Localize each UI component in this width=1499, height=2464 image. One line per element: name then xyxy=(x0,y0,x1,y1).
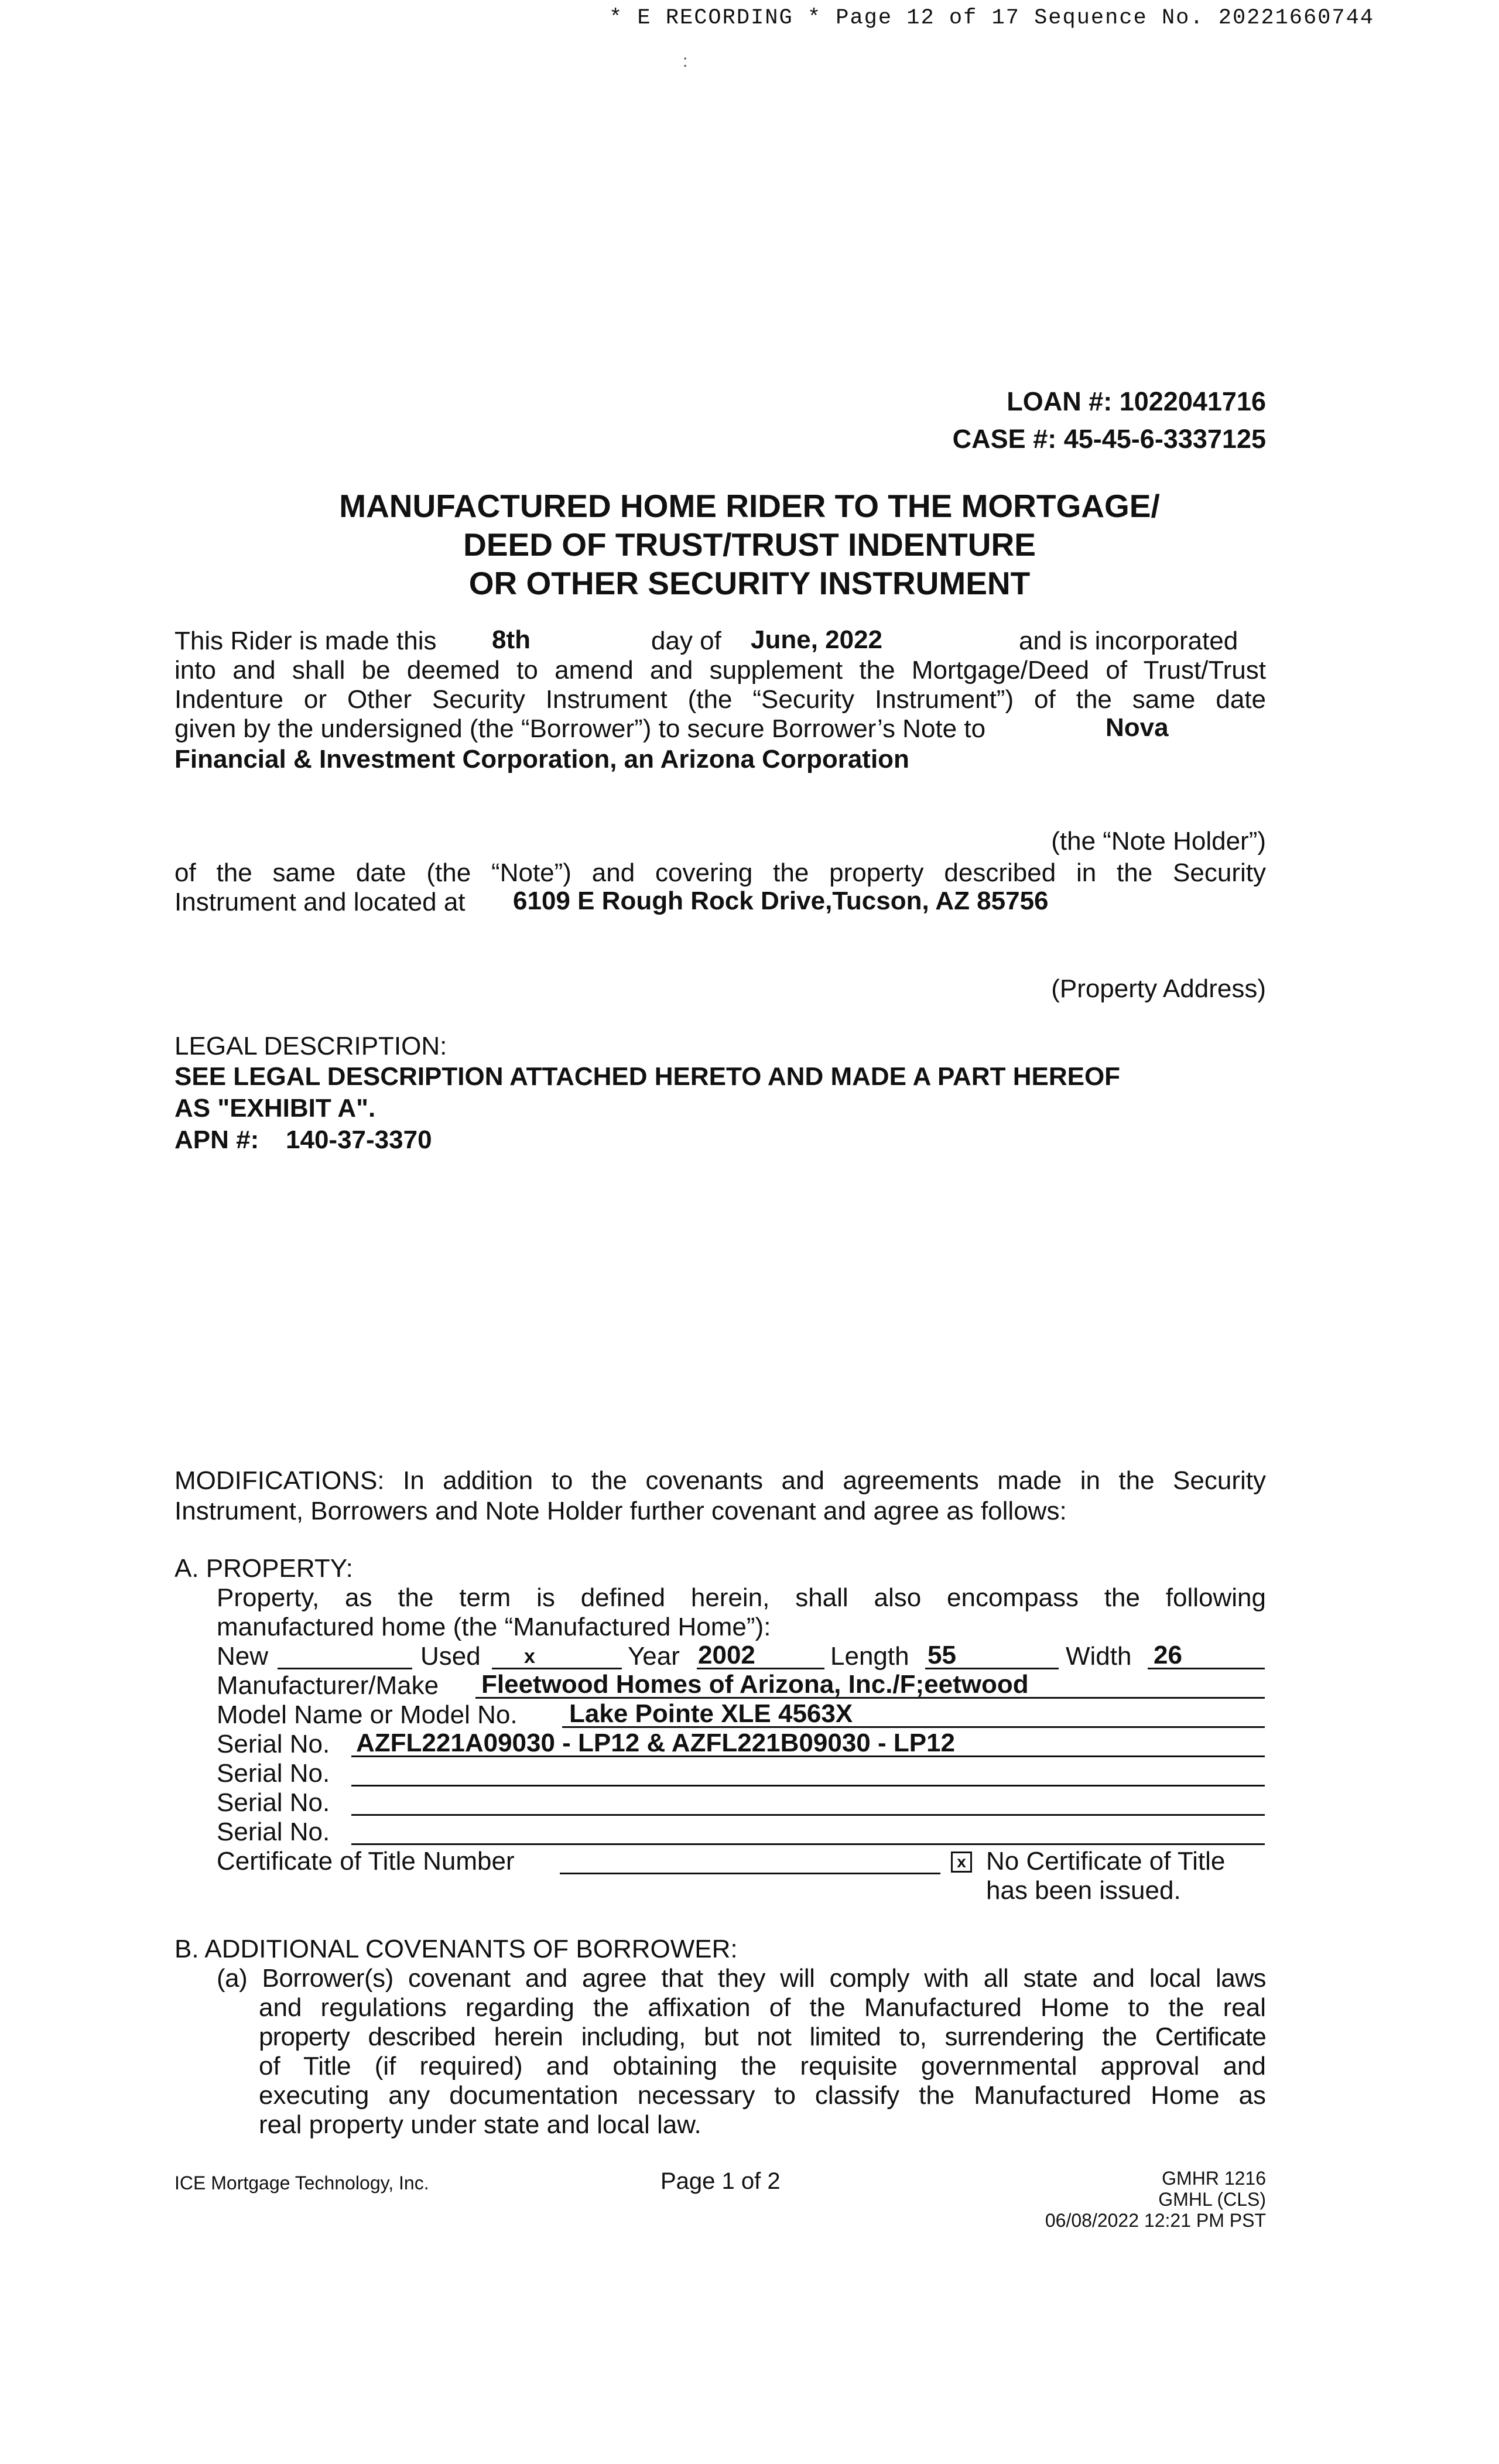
model-label: Model Name or Model No. xyxy=(217,1700,518,1729)
manufacturer-value: Fleetwood Homes of Arizona, Inc./F;eetwood xyxy=(481,1670,1029,1699)
intro-line-7: Instrument and located at xyxy=(174,888,466,916)
note-holder-label: (the “Note Holder”) xyxy=(1051,827,1266,855)
no-certificate-label-1: No Certificate of Title xyxy=(986,1847,1226,1876)
modifications-line-2: Instrument, Borrowers and Note Holder further covenant and agree as follows: xyxy=(174,1497,1067,1525)
intro-incorporated: and is incorporated xyxy=(1019,627,1238,655)
intro-line-2: into and shall be deemed to amend and supplement the Mortgage/Deed of Trust/Trust xyxy=(174,656,1266,685)
intro-line-4: given by the undersigned (the “Borrower”) to secure Borrower’s Note to xyxy=(174,714,986,743)
rider-day: 8th xyxy=(492,625,531,654)
manufacturer-label: Manufacturer/Make xyxy=(217,1671,439,1700)
section-b-a-line-4: of Title (if required) and obtaining the requisite governmental approval and xyxy=(259,2052,1266,2080)
recording-header: * E RECORDING * Page 12 of 17 Sequence No. 20221660744 xyxy=(609,6,1374,30)
legal-description-line-1: SEE LEGAL DESCRIPTION ATTACHED HERETO AND MADE A PART HEREOF xyxy=(174,1062,1121,1091)
lender-name-part2: Financial & Investment Corporation, an Arizona Corporation xyxy=(174,745,909,774)
footer-company: ICE Mortgage Technology, Inc. xyxy=(174,2172,429,2193)
serial-line-2 xyxy=(351,1785,1265,1787)
title-line-2: DEED OF TRUST/TRUST INDENTURE xyxy=(463,526,1036,563)
apn-number: 140-37-3370 xyxy=(286,1125,432,1154)
certificate-line xyxy=(560,1873,940,1874)
serial-label-1: Serial No. xyxy=(217,1730,330,1758)
intro-day-of: day of xyxy=(651,627,721,655)
intro-line-3: Indenture or Other Security Instrument (the “Security Instrument”) of the same date xyxy=(174,685,1266,714)
section-a-para-line-1: Property, as the term is defined herein, shall also encompass the following xyxy=(217,1583,1266,1612)
intro-line-6: of the same date (the “Note”) and covering the property described in the Security xyxy=(174,858,1266,887)
serial-label-4: Serial No. xyxy=(217,1818,330,1846)
serial-line-4 xyxy=(351,1843,1265,1845)
no-certificate-checkbox[interactable]: x xyxy=(951,1852,972,1873)
model-value: Lake Pointe XLE 4563X xyxy=(569,1699,853,1728)
used-blank xyxy=(492,1668,622,1669)
length-label: Length xyxy=(830,1642,909,1671)
width-label: Width xyxy=(1066,1642,1132,1671)
used-mark: x xyxy=(524,1645,535,1668)
width-value: 26 xyxy=(1154,1641,1182,1669)
serial-label-2: Serial No. xyxy=(217,1759,330,1788)
property-address: 6109 E Rough Rock Drive,Tucson, AZ 85756 xyxy=(513,887,1049,915)
used-label: Used xyxy=(420,1642,481,1671)
section-b-a-line-2: and regulations regarding the affixation of the Manufactured Home to the real xyxy=(259,1993,1266,2022)
year-value: 2002 xyxy=(698,1641,755,1669)
apn-label: APN #: xyxy=(174,1125,259,1154)
certificate-label: Certificate of Title Number xyxy=(217,1847,515,1876)
section-b-a-line-3: property described herein including, but not limited to, surrendering the Certificate xyxy=(259,2022,1266,2051)
footer-form-1: GMHR 1216 xyxy=(1162,2168,1266,2189)
loan-number: LOAN #: 1022041716 xyxy=(1007,386,1266,416)
property-address-label: (Property Address) xyxy=(1051,974,1266,1003)
legal-description-label: LEGAL DESCRIPTION: xyxy=(174,1032,447,1060)
no-certificate-label-2: has been issued. xyxy=(986,1876,1181,1905)
footer-page: Page 1 of 2 xyxy=(660,2168,781,2194)
section-b-a-line-5: executing any documentation necessary to classify the Manufactured Home as xyxy=(259,2081,1266,2110)
serial-value-1: AZFL221A09030 - LP12 & AZFL221B09030 - LP12 xyxy=(356,1729,956,1757)
section-a-para-line-2: manufactured home (the “Manufactured Home”): xyxy=(217,1613,771,1641)
year-label: Year xyxy=(628,1642,680,1671)
lender-name-part1: Nova xyxy=(1106,713,1169,742)
intro-made-this: This Rider is made this xyxy=(174,627,437,655)
new-blank xyxy=(278,1668,412,1669)
title-line-3: OR OTHER SECURITY INSTRUMENT xyxy=(468,565,1031,601)
scan-mark: : xyxy=(683,52,688,71)
legal-description-line-2: AS "EXHIBIT A". xyxy=(174,1094,376,1123)
title-line-1: MANUFACTURED HOME RIDER TO THE MORTGAGE/ xyxy=(339,488,1160,524)
section-a-heading: A. PROPERTY: xyxy=(174,1554,353,1583)
serial-label-3: Serial No. xyxy=(217,1788,330,1817)
footer-datetime: 06/08/2022 12:21 PM PST xyxy=(1045,2210,1266,2231)
section-b-a-line-6: real property under state and local law. xyxy=(259,2110,701,2139)
case-number: CASE #: 45-45-6-3337125 xyxy=(952,424,1266,454)
modifications-line-1: MODIFICATIONS: In addition to the covenants and agreements made in the Security xyxy=(174,1466,1266,1495)
new-label: New xyxy=(217,1642,269,1671)
rider-month-year: June, 2022 xyxy=(751,625,883,654)
section-b-a-line-1: (a) Borrower(s) covenant and agree that they will comply with all state and local laws xyxy=(217,1964,1266,1993)
section-b-heading: B. ADDITIONAL COVENANTS OF BORROWER: xyxy=(174,1935,738,1963)
length-value: 55 xyxy=(928,1641,956,1669)
serial-line-3 xyxy=(351,1814,1265,1816)
footer-form-2: GMHL (CLS) xyxy=(1158,2189,1266,2210)
